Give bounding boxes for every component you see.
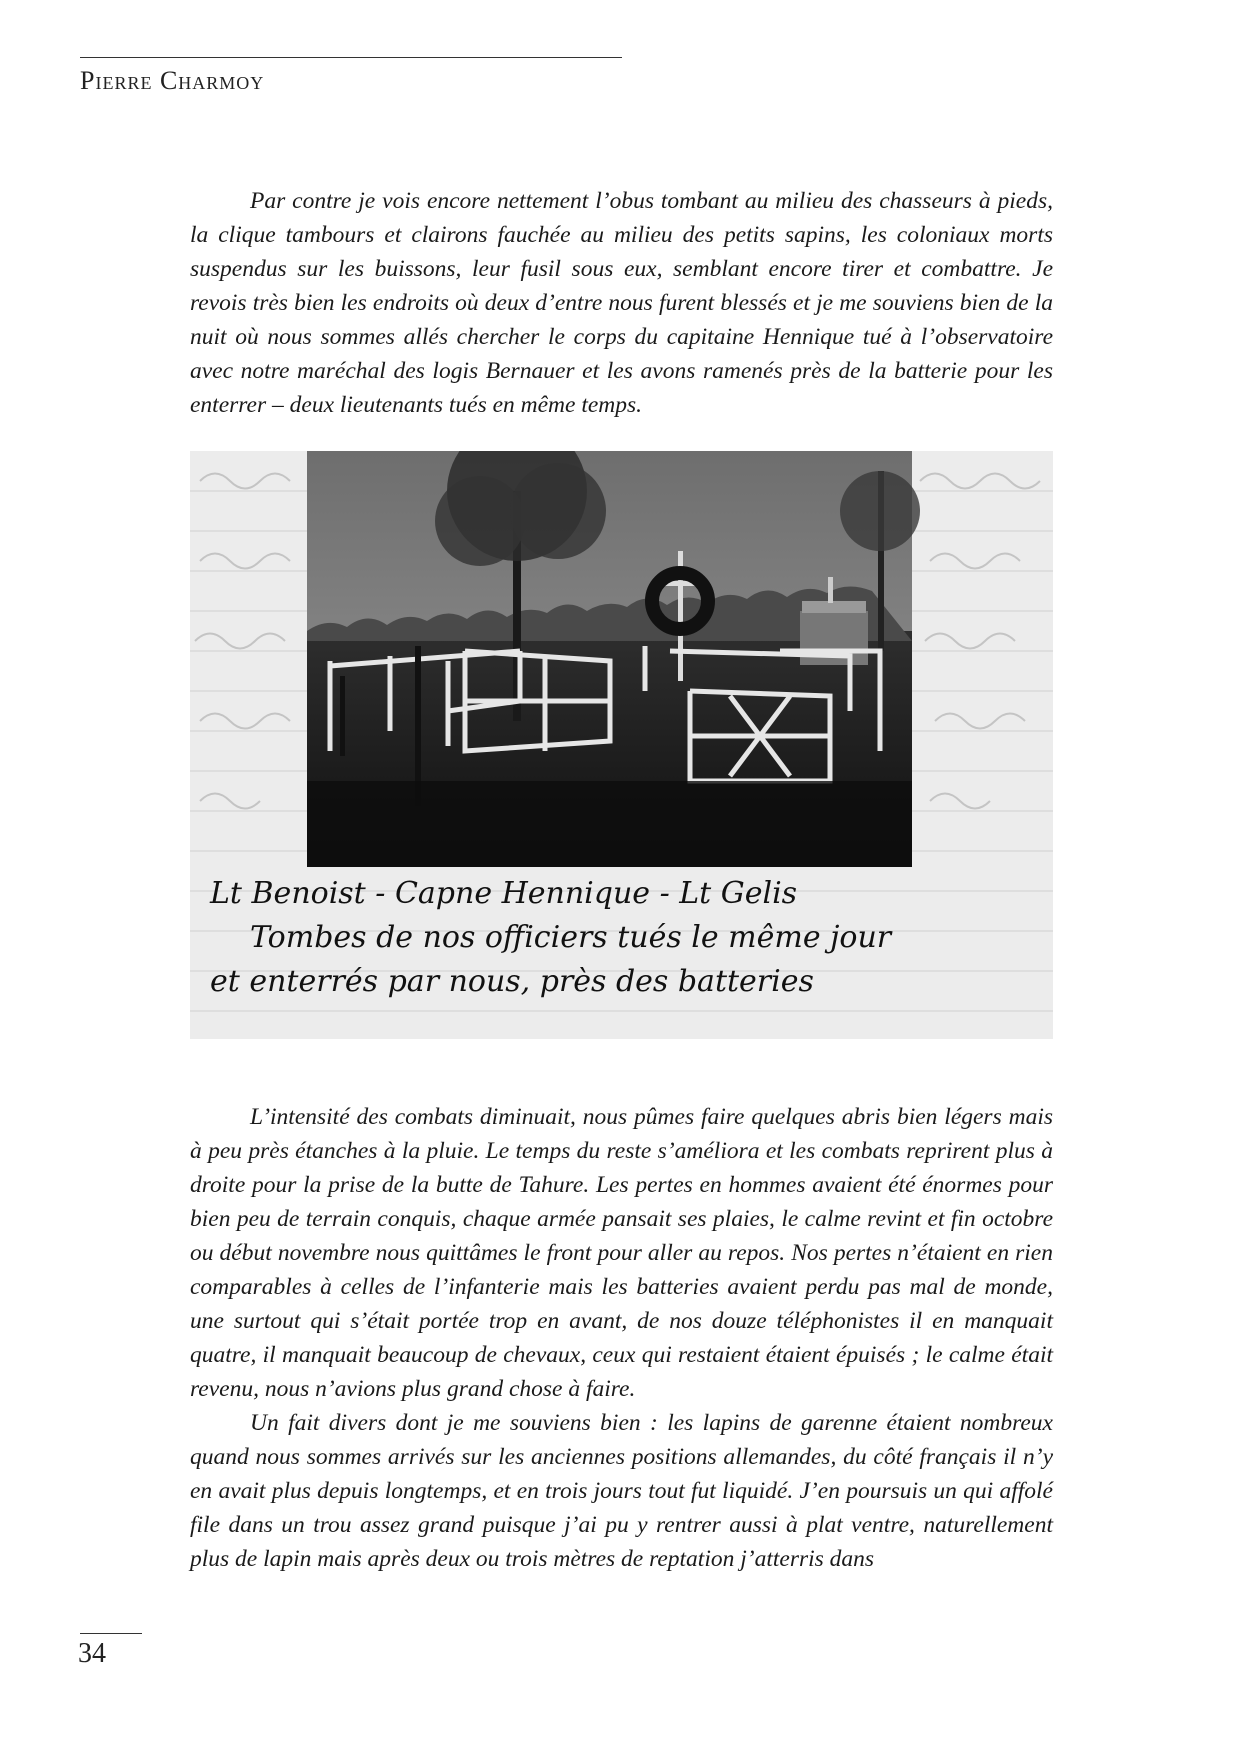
photo-figure [190, 451, 1053, 1039]
cemetery-photo [307, 451, 920, 867]
header-rule [80, 57, 622, 58]
caption-line: et enterrés par nous, près des batteries [210, 964, 814, 999]
caption-line: Lt Benoist - Capne Hennique - Lt Gelis [210, 876, 798, 911]
photo-illustration [190, 451, 1053, 1039]
running-head: Pierre Charmoy [80, 66, 265, 95]
paragraph: Un fait divers dont je me souviens bien : les lapins de garenne étaient nombreux quand nous sommes arrivés sur les anciennes positions allemandes, du côté français il n’y en avait plus depuis longtemps, et en trois jours tout fut liquidé. J’en poursuis un qui affolé file dans un trou assez grand puisque j’ai pu y rentrer aussi à plat ventre, naturellement plus de lapin mais après deux ou trois mètres de reptation j’atterris dans [190, 1410, 1053, 1572]
page-number: 34 [78, 1638, 106, 1669]
text-block-top [190, 184, 1053, 422]
folio-rule [80, 1633, 142, 1634]
text-block-bottom [190, 1100, 1053, 1576]
paragraph: Par contre je vois encore nettement l’obus tombant au milieu des chasseurs à pieds, la clique tambours et clairons fauchée au milieu des petits sapins, les coloniaux morts suspendus sur les buissons, leur fusil sous eux, semblant encore tirer et combattre. Je revois très bien les endroits où deux d’entre nous furent blessés et je me souviens bien de la nuit où nous sommes allés chercher le corps du capitaine Hennique tué à l’observatoire avec notre maréchal des logis Bernauer et les avons ramenés près de la batterie pour les enterrer – deux lieutenants tués en même temps. [190, 188, 1053, 418]
caption-line: Tombes de nos officiers tués le même jour [250, 920, 892, 955]
photo-caption [209, 876, 893, 999]
paragraph: L’intensité des combats diminuait, nous pûmes faire quelques abris bien légers mais à peu près étanches à la pluie. Le temps du reste s’améliora et les combats reprirent plus à droite pour la prise de la butte de Tahure. Les pertes en hommes avaient été énormes pour bien peu de terrain conquis, chaque armée pansait ses plaies, le calme revint et fin octobre ou début novembre nous quittâmes le front pour aller au repos. Nos pertes n’étaient en rien comparables à celles de l’infanterie mais les batteries avaient perdu pas mal de monde, une surtout qui s’était portée trop en avant, de nos douze téléphonistes il en manquait quatre, il manquait beaucoup de chevaux, ceux qui restaient étaient épuisés ; le calme était revenu, nous n’avions plus grand chose à faire. [190, 1104, 1053, 1402]
